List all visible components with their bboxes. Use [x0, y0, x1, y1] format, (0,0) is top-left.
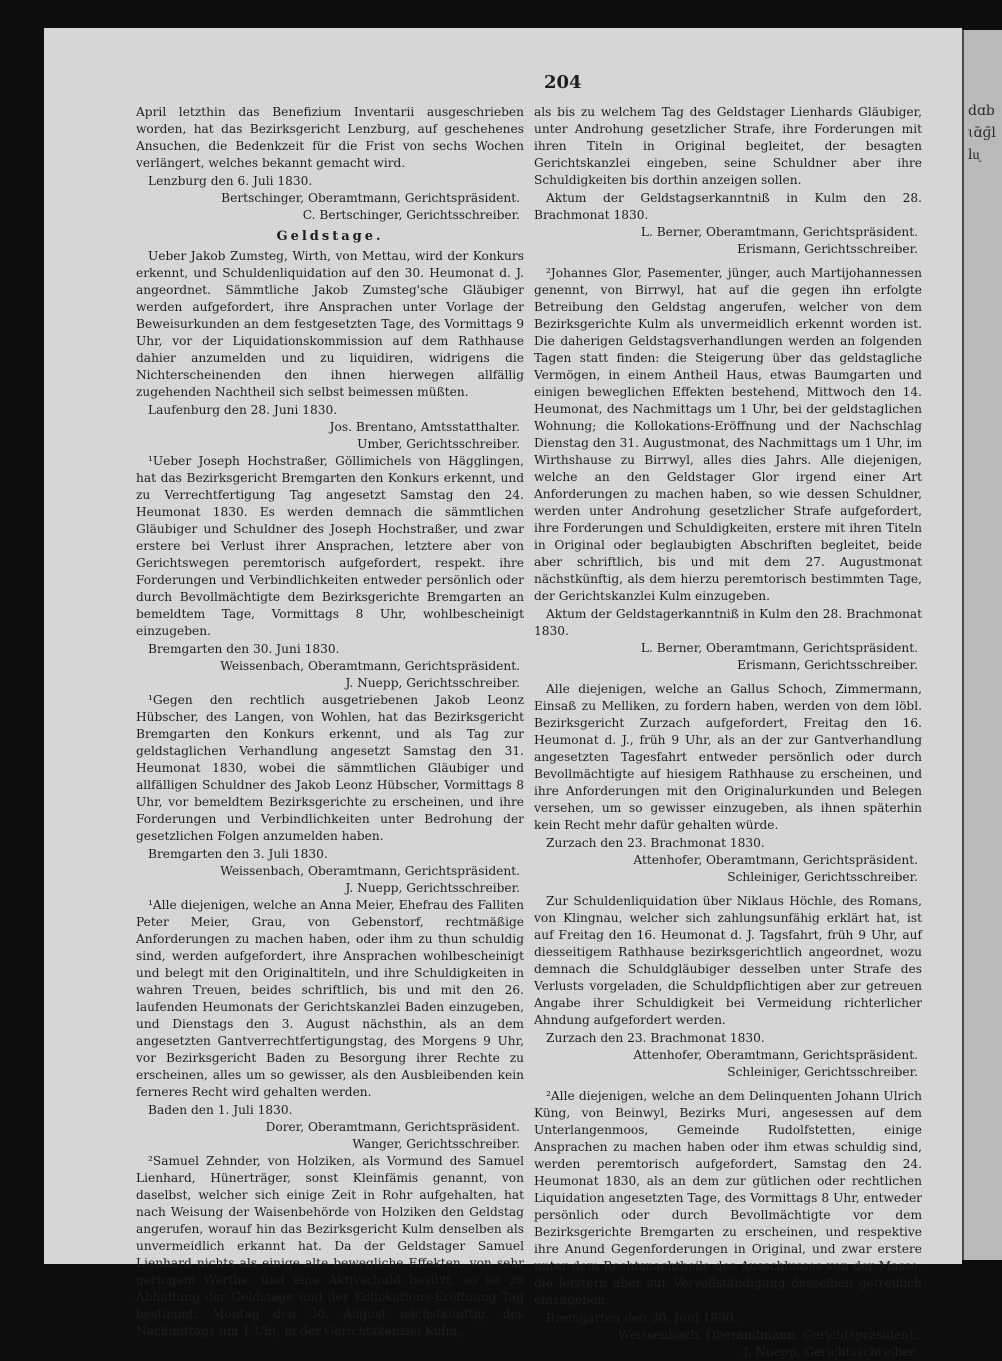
signature-line: C. Bertschinger, Gerichtsschreiber.	[302, 208, 520, 222]
signature-line: Bertschinger, Oberamtmann, Gerichtspräsident.	[221, 191, 520, 205]
signature-line: Weissenbach, Oberamtmann, Gerichtspräsident.	[220, 864, 520, 878]
notice-place-date: Zurzach den 23. Brachmonat 1830.	[546, 1031, 765, 1045]
notice-place-date: Aktum der Geldstagerkanntniß in Kulm den 28. Brachmonat 1830.	[534, 607, 922, 638]
notice-huebscher-text: ¹Gegen den rechtlich ausgetriebenen Jakob Leonz Hübscher, des Langen, von Wohlen, hat das Bezirksgericht Bremgarten den Konkurs erkennt, und als Tag zur geldstaglichen Verhandlung angesetzt Samstag den 31. Heumonat 1830, wobei die sämmtlichen Gläubiger und allfälligen Schuldner des Jakob Leonz Hübscher, Vormittags 8 Uhr, vor bemeldtem Bezirksgerichte zu erscheinen, und ihre Forderungen und Verbindlichkeiten unter Bedrohung der gesetzlichen Folgen anzumelden haben.	[136, 693, 524, 843]
signature-line: Weissenbach, Oberamtmann, Gerichtspräsident.	[618, 1328, 918, 1342]
adjacent-page-edge	[962, 30, 1002, 1260]
signature-line: Attenhofer, Oberamtmann, Gerichtspräsident.	[633, 1048, 918, 1062]
notice-place-date: Laufenburg den 28. Juni 1830.	[148, 403, 338, 417]
spacer	[534, 258, 922, 265]
notice-zumsteg-text: Ueber Jakob Zumsteg, Wirth, von Mettau, wird der Konkurs erkennt, und Schuldenliquidation auf den 30. Heumonat d. J. angeordnet. Sämmtliche Jakob Zumsteg'sche Gläubiger werden aufgefordert, ihre Ansprachen unter Vorlage der Beweisurkunden an dem festgesetzten Tage, des Vormittags 9 Uhr, vor der Liquidationskommission auf dem Rathhause dahier anzumelden und zu liquidiren, widrigens die Nichterscheinenden den ihnen hierwegen allfällig zugehenden Nachtheil sich selbst beimessen müßten.	[136, 249, 524, 399]
notice-place-date: Zurzach den 23. Brachmonat 1830.	[546, 836, 765, 850]
spacer	[534, 1081, 922, 1088]
signature-line: J. Nuepp, Gerichtsschreiber.	[743, 1345, 918, 1359]
section-heading-geldstage: Geldstage.	[276, 229, 384, 244]
notice-zehnder-text: ²Samuel Zehnder, von Holziken, als Vormund des Samuel Lienhard, Hünerträger, sonst Kleinfämis genannt, von daselbst, welcher sich einige Zeit in Rohr aufgehalten, hat nach Weisung der Waisenbehörde von Holziken den Geldstag angerufen, worauf hin das Bezirksgericht Kulm denselben als unvermeidlich erkannt hat. Da der Geldstager Samuel Lienhard nichts als einige alte bewegliche Effekten, von sehr geringem Werthe, und eine Aktivschuld besitzt, so ist zu Abhaltung der Geldstage und der Kollokations-Eröffnung Tag bestimmt: Montag den 30. August nächstkünftig, des Nachmittags um 1 Uhr, in der Gerichtskanzlei Kulm,	[136, 1154, 524, 1338]
notice-lenzburg-text: April letzthin das Benefizium Inventarii ausgeschrieben worden, hat das Bezirksgericht Lenzburg, auf geschehenes Ansuchen, die Bedenkzeit für die Frist von sechs Wochen verlängert, welches bekannt gemacht wird.	[136, 105, 524, 170]
signature-line: Weissenbach, Oberamtmann, Gerichtspräsident.	[220, 659, 520, 673]
notice-place-date: Bremgarten den 30. Juni 1830.	[546, 1311, 738, 1325]
signature-line: Dorer, Oberamtmann, Gerichtspräsident.	[265, 1120, 520, 1134]
signature-line: L. Berner, Oberamtmann, Gerichtspräsident.	[640, 641, 918, 655]
adjacent-page-text: dɑbɩɑ̄ɡ̄llᶙ	[968, 103, 996, 163]
notice-meier-text: ¹Alle diejenigen, welche an Anna Meier, Ehefrau des Falliten Peter Meier, Grau, von Gebenstorf, rechtmäßige Anforderungen zu machen haben, oder ihm zu thun schuldig sind, werden aufgefordert, ihre Ansprachen wohlbescheinigt und belegt mit den Originaltiteln, und ihre Schuldigkeiten in wahren Treuen, beides schriftlich, bis und mit den 26. laufenden Heumonats der Gerichtskanzlei Baden einzugeben, und Dienstags den 3. August nächsthin, als an dem angesetzten Gantverrechtfertigungstag, des Morgens 9 Uhr, vor Bezirksgericht Baden zu Besorgung ihrer Rechte zu erscheinen, alles um so gewisser, als den Ausbleibenden kein ferneres Recht wird gehalten werden.	[136, 898, 524, 1099]
signature-line: L. Berner, Oberamtmann, Gerichtspräsident.	[640, 225, 918, 239]
signature-line: Erismann, Gerichtsschreiber.	[737, 242, 918, 256]
signature-line: Schleiniger, Gerichtsschreiber.	[727, 870, 918, 884]
notice-lienhard-continued-text: als bis zu welchem Tag des Geldstager Lienhards Gläubiger, unter Androhung gesetzlicher Strafe, ihre Forderungen mit ihren Titeln in Original begleitet, der besagten Gerichtskanzlei eingeben, seine Schuldner aber ihre Schuldigkeiten bis dorthin anzeigen sollen.	[534, 105, 922, 187]
notice-glor-text: ²Johannes Glor, Pasementer, jünger, auch Martijohannessen genennt, von Birrwyl, hat auf die gegen ihn erfolgte Betreibung den Geldstag angerufen, welcher von dem Bezirksgerichte Kulm als unvermeidlich erkennt worden ist. Die daherigen Geldstagsverhandlungen werden an folgenden Tagen statt finden: die Steigerung über das geldstagliche Vermögen, in einem Antheil Haus, etwas Baumgarten und einigen beweglichen Effekten bestehend, Mittwoch den 14. Heumonat, des Nachmittags um 1 Uhr, bei der geldstaglichen Wohnung; die Kollokations-Eröffnung und der Nachschlag Dienstag den 31. Augustmonat, des Nachmittags um 1 Uhr, im Wirthshause zu Birrwyl, alles dies Jahrs. Alle diejenigen, welche an den Geldstager Glor irgend einer Art Anforderungen zu machen haben, so wie dessen Schuldner, werden unter Androhung gesetzlicher Strafe aufgefordert, ihre Forderungen und Schuldigkeiten, erstere mit ihren Titeln in Original oder beglaubigten Abschriften begleitet, beide aber schriftlich, bis und mit dem 27. Augustmonat nächstkünftig, als dem hierzu peremtorisch bestimmten Tage, der Gerichtskanzlei Kulm einzugeben.	[534, 266, 922, 603]
notice-place-date: Baden den 1. Juli 1830.	[148, 1103, 293, 1117]
page-number: 204	[544, 72, 582, 93]
signature-line: Erismann, Gerichtsschreiber.	[737, 658, 918, 672]
signature-line: Attenhofer, Oberamtmann, Gerichtspräsident.	[633, 853, 918, 867]
newspaper-page	[44, 28, 962, 1359]
signature-line: J. Nuepp, Gerichtsschreiber.	[345, 881, 520, 895]
signature-line: J. Nuepp, Gerichtsschreiber.	[345, 676, 520, 690]
notice-hoechle-text: Zur Schuldenliquidation über Niklaus Höchle, des Romans, von Klingnau, welcher sich zahlungsunfähig erklärt hat, ist auf Freitag den 16. Heumonat d. J. Tagsfahrt, früh 9 Uhr, auf diesseitigem Rathhause bezirksgerichtlich angeordnet, wozu demnach die Schuldgläubiger desselben unter Strafe des Verlusts vorgeladen, die Schuldpflichtigen aber zur getreuen Angabe ihrer Schuldigkeit bei Vermeidung richterlicher Ahndung aufgefordert werden.	[534, 894, 922, 1027]
notice-place-date: Bremgarten den 3. Juli 1830.	[148, 847, 328, 861]
spacer	[534, 674, 922, 681]
signature-line: Schleiniger, Gerichtsschreiber.	[727, 1065, 918, 1079]
right-column	[534, 104, 922, 1361]
signature-line: Umber, Gerichtsschreiber.	[357, 437, 520, 451]
notice-place-date: Aktum der Geldstagserkanntniß in Kulm den 28. Brachmonat 1830.	[534, 191, 922, 222]
notice-place-date: Lenzburg den 6. Juli 1830.	[148, 174, 313, 188]
left-column	[136, 104, 524, 1340]
signature-line: Wanger, Gerichtsschreiber.	[352, 1137, 520, 1151]
notice-hochstrasser-text: ¹Ueber Joseph Hochstraßer, Göllimichels von Hägglingen, hat das Bezirksgericht Bremgarten den Konkurs erkennt, und zu Verrechtfertigung Tag angesetzt Samstag den 24. Heumonat 1830. Es werden demnach die sämmtlichen Gläubiger und Schuldner des Joseph Hochstraßer, und zwar erstere bei Verlust ihrer Ansprachen, letztere aber von Gerichtswegen peremtorisch aufgefordert, respekt. ihre Forderungen und Verbindlichkeiten entweder persönlich oder durch Bevollmächtigte dem Bezirksgerichte Bremgarten an bemeldtem Tage, Vormittags 8 Uhr, wohlbescheinigt einzugeben.	[136, 454, 524, 638]
notice-place-date: Bremgarten den 30. Juni 1830.	[148, 642, 340, 656]
notice-kueng-text: ²Alle diejenigen, welche an dem Delinquenten Johann Ulrich Küng, von Beinwyl, Bezirks Muri, angesessen auf dem Unterlangenmoos, Gemeinde Rudolfstetten, einige Ansprachen zu machen haben oder ihm etwas schuldig sind, werden peremtorisch aufgefordert, Samstag den 24. Heumonat 1830, als an dem zur gütlichen oder rechtlichen Liquidation angesetzten Tage, des Vormittags 8 Uhr, entweder persönlich oder durch Bevollmächtigte vor dem Bezirksgerichte Bremgarten zu erscheinen, und respektive ihre Anund Gegenforderungen in Original, und zwar erstere unter dem Rechtsnachtheile des Ausschlusses von der Masse, die letztern aber zur Vervollständigung desselben getreulich einzugeben.	[534, 1089, 922, 1307]
notice-schoch-text: Alle diejenigen, welche an Gallus Schoch, Zimmermann, Einsaß zu Melliken, zu fordern haben, werden von dem löbl. Bezirksgericht Zurzach aufgefordert, Freitag den 16. Heumonat d. J., früh 9 Uhr, als an der zur Gantverhandlung angesetzten Tagesfahrt entweder persönlich oder durch Bevollmächtigte auf hiesigem Rathhause zu erscheinen, und ihre Anforderungen mit den Originalurkunden und Belegen versehen, um so gewisser einzugeben, als ihnen späterhin kein Recht mehr dafür gehalten würde.	[534, 682, 922, 832]
signature-line: Jos. Brentano, Amtsstatthalter.	[329, 420, 520, 434]
spacer	[534, 886, 922, 893]
